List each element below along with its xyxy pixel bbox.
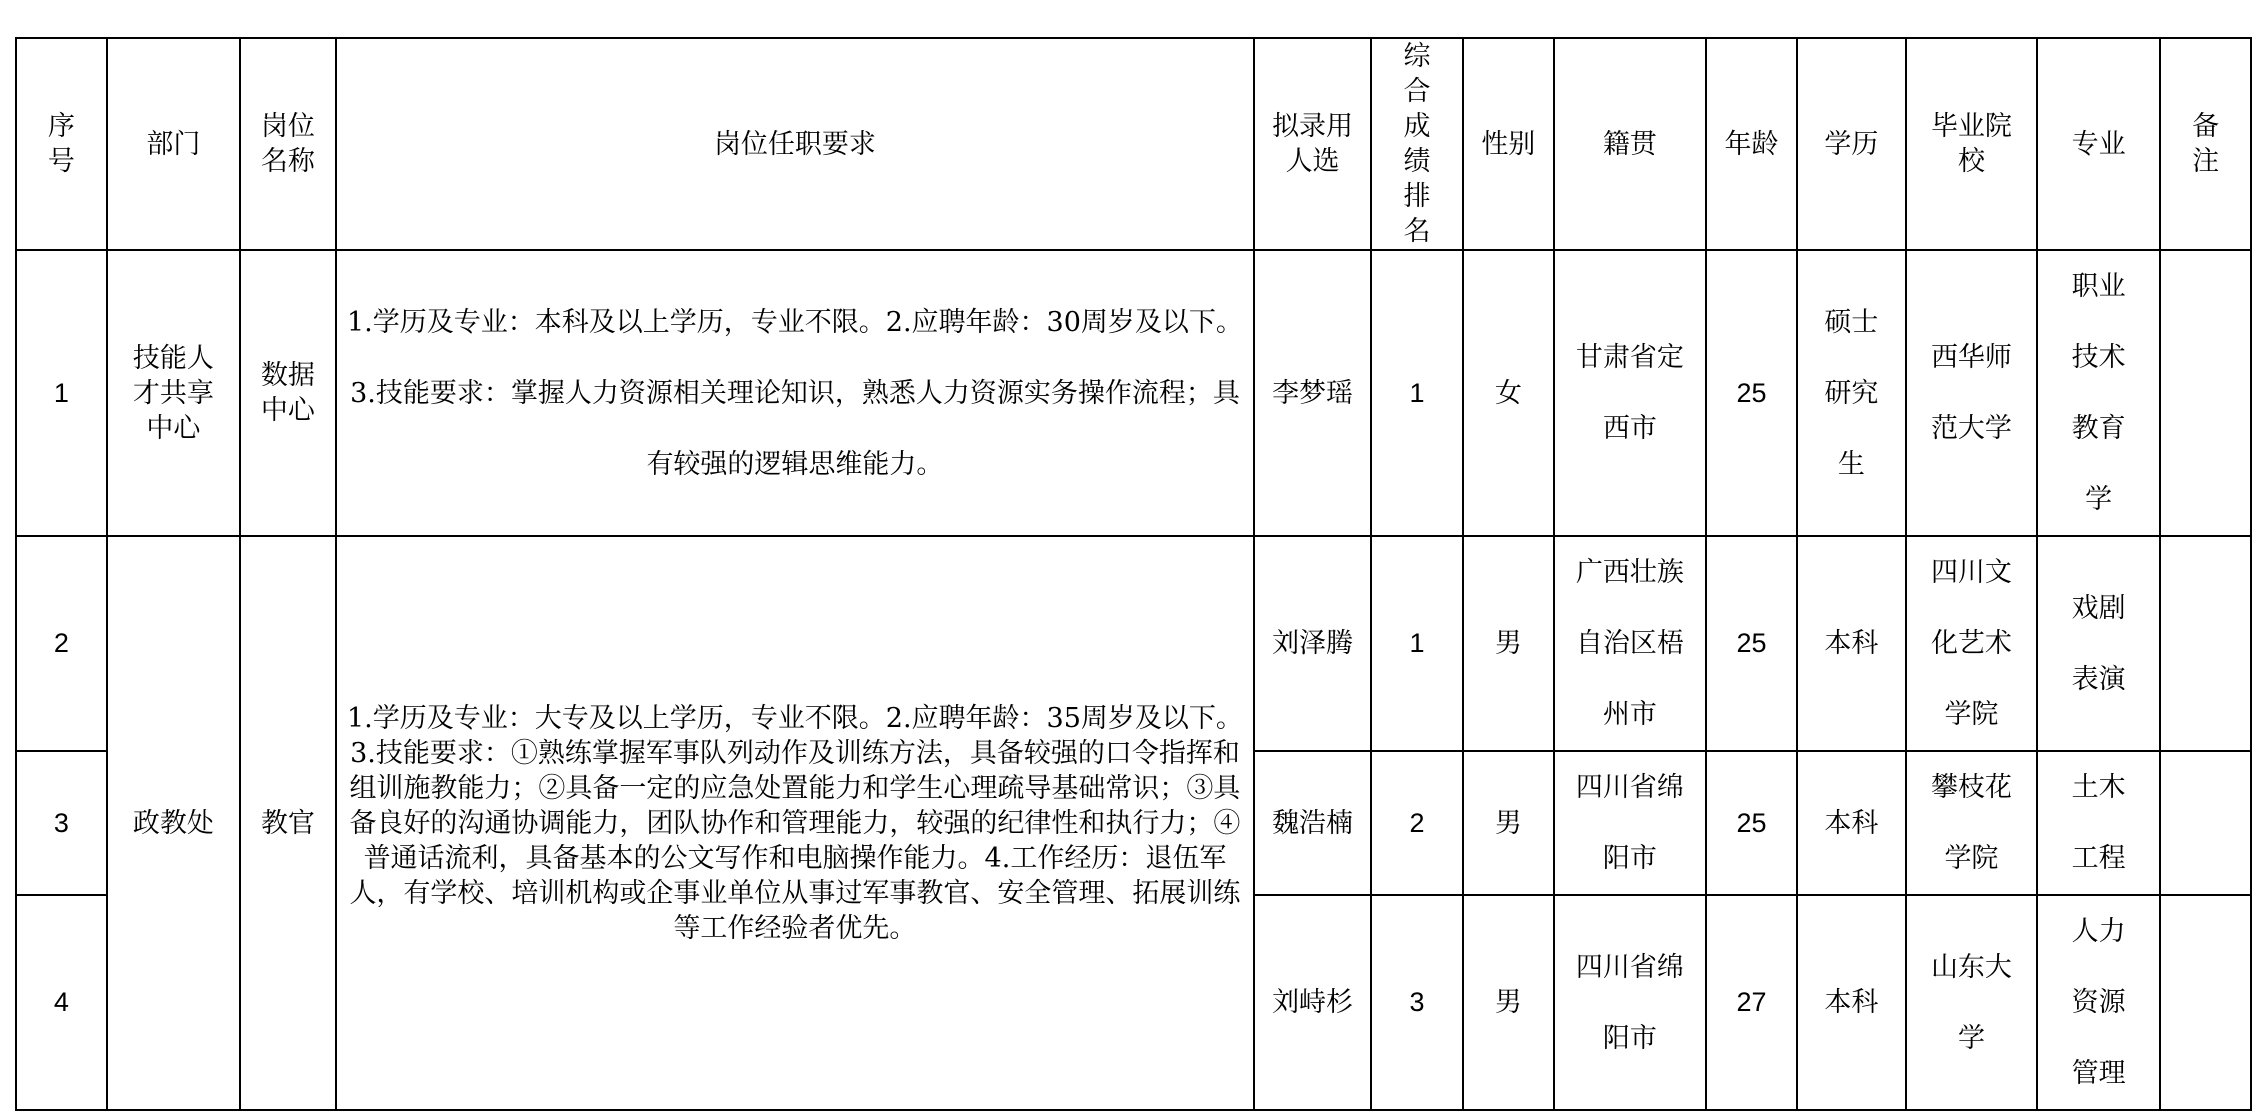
school-cell: 山东大学: [1906, 895, 2037, 1110]
education-cell: 本科: [1797, 895, 1906, 1110]
candidate-cell: 刘峙杉: [1254, 895, 1371, 1110]
dept-cell: 技能人才共享中心: [107, 250, 240, 536]
note-cell: [2160, 250, 2251, 536]
seq-cell: 2: [16, 536, 107, 751]
major-cell: 人力资源管理: [2037, 895, 2160, 1110]
origin-cell: 甘肃省定西市: [1554, 250, 1706, 536]
origin-cell: 四川省绵阳市: [1554, 751, 1706, 895]
post-cell: 数据中心: [240, 250, 336, 536]
header-gender: 性别: [1463, 38, 1554, 250]
school-cell: 四川文化艺术学院: [1906, 536, 2037, 751]
requirements-cell-merged: 1.学历及专业：大专及以上学历，专业不限。2.应聘年龄：35周岁及以下。3.技能要求：①熟练掌握军事队列动作及训练方法，具备较强的口令指挥和组训施教能力；②具备一定的应急处置能力和学生心理疏导基础常识；③具备良好的沟通协调能力，团队协作和管理能力，较强的纪律性和执行力；④普通话流利，具备基本的公文写作和电脑操作能力。4.工作经历：退伍军人，有学校、培训机构或企事业单位从事过军事教官、安全管理、拓展训练等工作经验者优先。: [336, 536, 1254, 1110]
rank-cell: 1: [1371, 250, 1463, 536]
age-cell: 27: [1706, 895, 1797, 1110]
requirements-cell: 1.学历及专业：本科及以上学历，专业不限。2.应聘年龄：30周岁及以下。3.技能要求：掌握人力资源相关理论知识，熟悉人力资源实务操作流程；具有较强的逻辑思维能力。: [336, 250, 1254, 536]
header-seq: 序号: [16, 38, 107, 250]
candidate-cell: 刘泽腾: [1254, 536, 1371, 751]
header-age: 年龄: [1706, 38, 1797, 250]
note-cell: [2160, 536, 2251, 751]
major-cell: 土木工程: [2037, 751, 2160, 895]
education-cell: 本科: [1797, 536, 1906, 751]
header-requirements: 岗位任职要求: [336, 38, 1254, 250]
candidate-cell: 李梦瑶: [1254, 250, 1371, 536]
major-cell: 戏剧表演: [2037, 536, 2160, 751]
gender-cell: 女: [1463, 250, 1554, 536]
table-row: [16, 250, 2251, 536]
header-major: 专业: [2037, 38, 2160, 250]
header-candidate: 拟录用人选: [1254, 38, 1371, 250]
rank-cell: 3: [1371, 895, 1463, 1110]
header-note: 备注: [2160, 38, 2251, 250]
school-cell: 攀枝花学院: [1906, 751, 2037, 895]
dept-cell-merged: 政教处: [107, 536, 240, 1110]
gender-cell: 男: [1463, 751, 1554, 895]
rank-cell: 1: [1371, 536, 1463, 751]
seq-cell: 1: [16, 250, 107, 536]
gender-cell: 男: [1463, 895, 1554, 1110]
note-cell: [2160, 751, 2251, 895]
candidate-cell: 魏浩楠: [1254, 751, 1371, 895]
education-cell: 本科: [1797, 751, 1906, 895]
header-education: 学历: [1797, 38, 1906, 250]
origin-cell: 四川省绵阳市: [1554, 895, 1706, 1110]
header-school: 毕业院校: [1906, 38, 2037, 250]
rank-cell: 2: [1371, 751, 1463, 895]
major-cell: 职业技术教育学: [2037, 250, 2160, 536]
origin-cell: 广西壮族自治区梧州市: [1554, 536, 1706, 751]
table-row: [16, 536, 2251, 751]
education-cell: 硕士研究生: [1797, 250, 1906, 536]
age-cell: 25: [1706, 751, 1797, 895]
age-cell: 25: [1706, 536, 1797, 751]
header-row: [16, 38, 2251, 250]
age-cell: 25: [1706, 250, 1797, 536]
note-cell: [2160, 895, 2251, 1110]
header-dept: 部门: [107, 38, 240, 250]
school-cell: 西华师范大学: [1906, 250, 2037, 536]
gender-cell: 男: [1463, 536, 1554, 751]
header-post: 岗位名称: [240, 38, 336, 250]
header-origin: 籍贯: [1554, 38, 1706, 250]
seq-cell: 3: [16, 751, 107, 895]
recruitment-table: [15, 37, 2252, 1111]
header-rank: 综合成绩排名: [1371, 38, 1463, 250]
post-cell-merged: 教官: [240, 536, 336, 1110]
seq-cell: 4: [16, 895, 107, 1110]
